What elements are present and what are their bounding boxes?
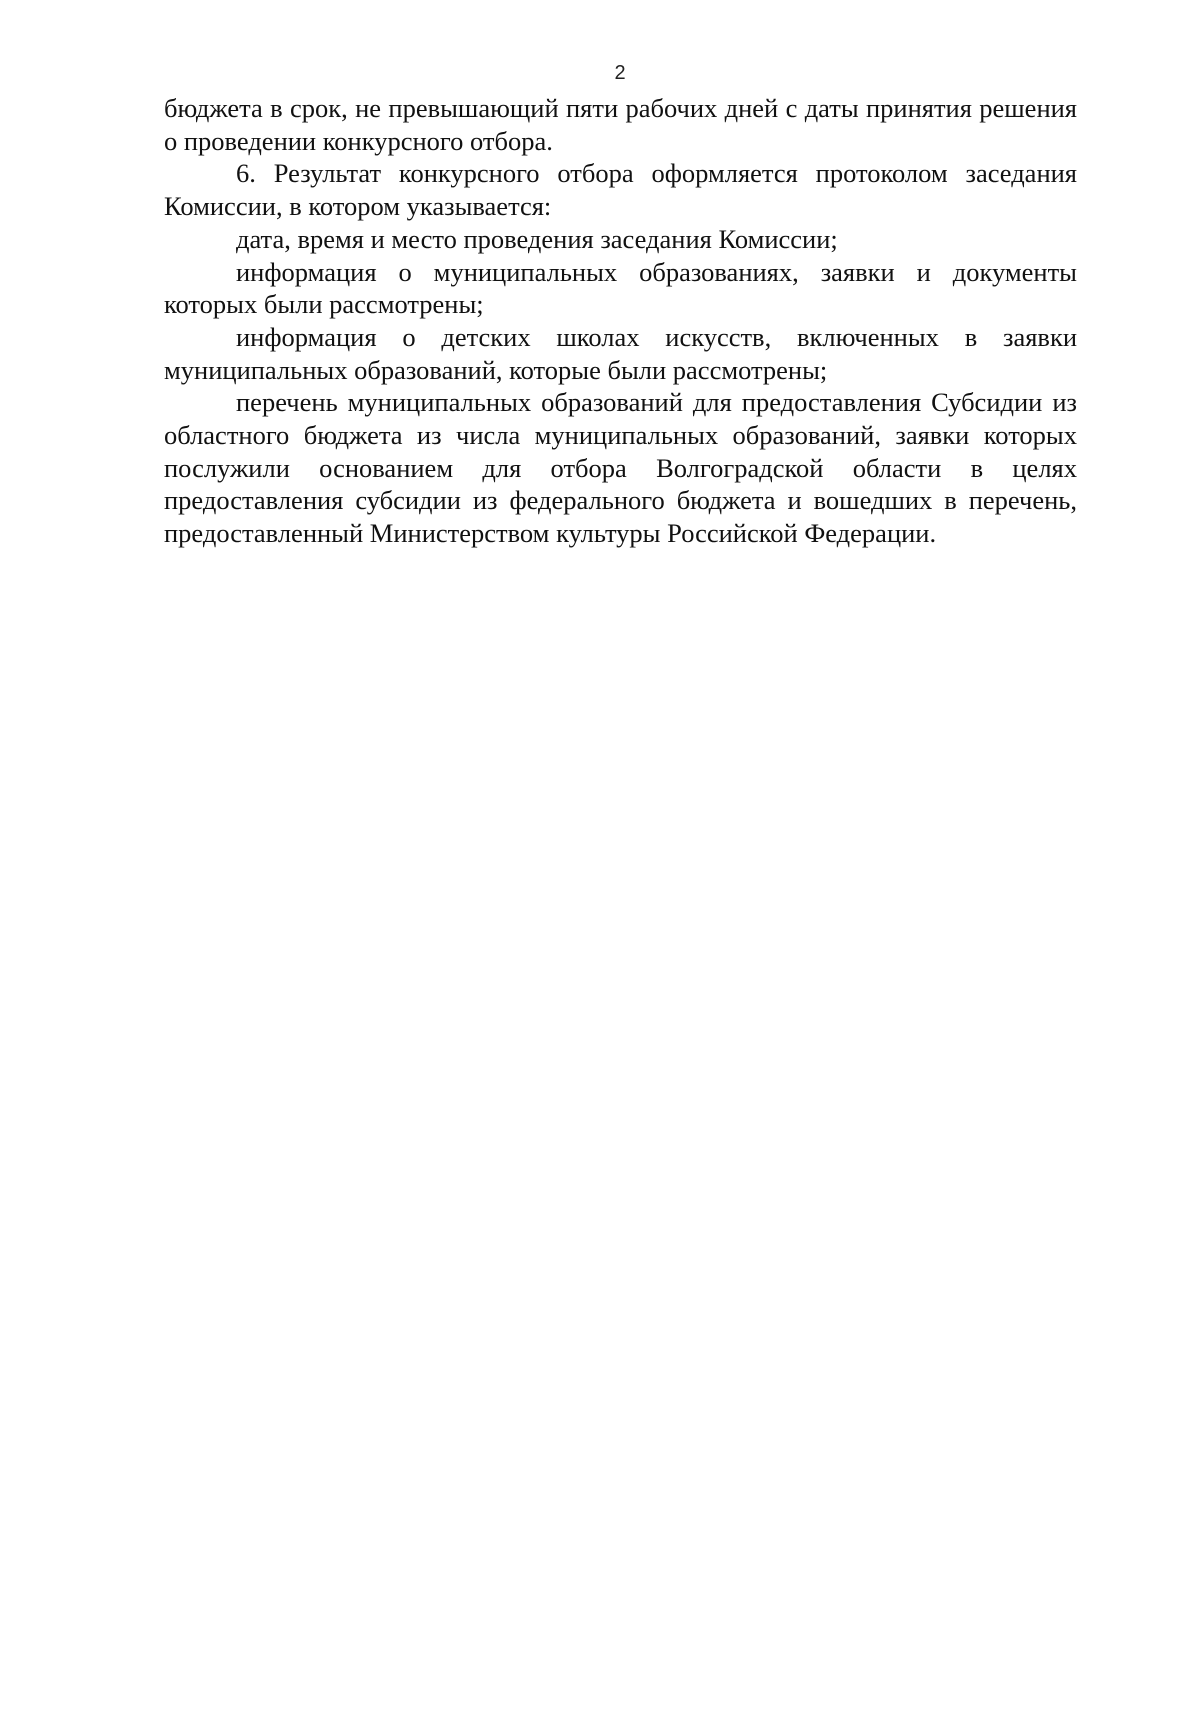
document-body (164, 92, 1077, 550)
paragraph-art-schools-info: информация о детских школах искусств, включенных в заявки муниципальных образований, которые были рассмотрены; (164, 321, 1077, 385)
paragraph-date-time-place: дата, время и место проведения заседания Комиссии; (236, 223, 838, 254)
paragraph-municipalities-list: перечень муниципальных образований для предоставления Субсидии из областного бюджета из числа муниципальных образований, заявки которых послужили основанием для отбора Волгоградской области в целях предоставления субсидии из федерального бюджета и вошедших в перечень, предоставленный Министерством культуры Российской Федерации. (164, 387, 1077, 549)
paragraph-item-6: 6. Результат конкурсного отбора оформляется протоколом заседания Комиссии, в котором указывается: (164, 158, 1077, 222)
paragraph-continuation: бюджета в срок, не превышающий пяти рабочих дней с даты принятия решения о проведении конкурсного отбора. (164, 93, 1077, 156)
paragraph-municipalities-info: информация о муниципальных образованиях, заявки и документы которых были рассмотрены; (164, 256, 1077, 320)
page-number: 2 (614, 62, 626, 84)
